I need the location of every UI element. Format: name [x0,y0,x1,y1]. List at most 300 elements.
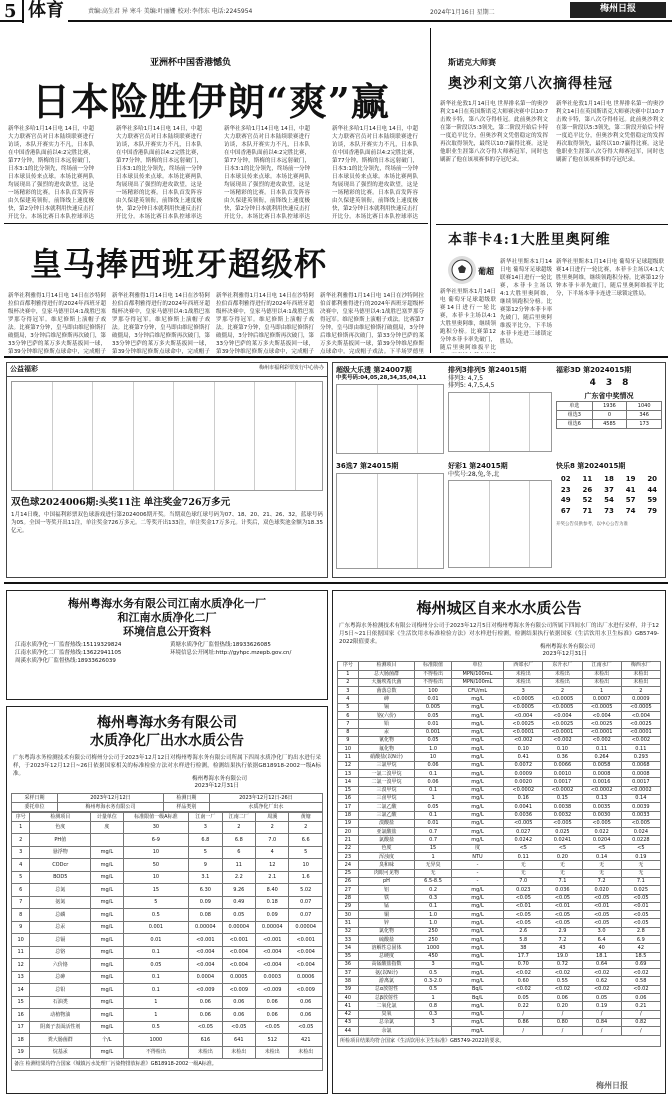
table-cell: 0.2 [415,886,452,894]
table-cell: <0.05 [504,911,543,919]
benfica-body-col0: 新华社里斯本1月14日电 葡萄牙足球超级联赛14日进行一轮比赛，本菲卡主场以4:1大胜里奥阿维，继续领跑积分榜。比赛第12分钟本菲卡率先破门，随后里奥阿维扳平比 [440,289,496,351]
table-cell: 14 [338,778,359,786]
table-cell: 无 [504,869,543,877]
table-row [338,770,661,778]
column-header: 单位 [451,661,503,670]
table-row [338,687,661,695]
table-cell: 未检出 [222,1046,255,1059]
table-cell: 未检出 [189,1046,222,1059]
table-cell: 250 [415,927,452,935]
table-cell: 512 [256,1034,289,1047]
table-cell: 33 [338,936,359,944]
table-row [338,678,661,686]
table-row [338,745,661,753]
table-cell: mg/L [451,1018,503,1026]
table-cell: 38 [338,977,359,985]
table-cell: 9.26 [222,884,255,897]
table-cell: 0.3 [415,894,452,902]
table-cell: <0.004 [256,946,289,959]
table-cell: mg/L [451,711,503,719]
pl3-panel [448,366,552,456]
table-cell: 0.0035 [582,803,621,811]
column-header: 检测项目 [358,661,415,670]
table-row [12,934,323,947]
table-cell: 0.36 [543,753,582,761]
table-cell: <0.02 [543,985,582,993]
table-cell: 6.8 [189,834,222,847]
table-cell: 30 [123,821,189,834]
table-cell: 6 [338,711,359,719]
table-row [338,877,661,885]
table-row [12,959,323,972]
table-cell: BOD5 [30,871,91,884]
table-cell: mg/L [451,969,503,977]
table-cell: 无 [415,869,452,877]
table-row [338,894,661,902]
table-cell: 8.40 [256,884,289,897]
table-cell: 无 [621,869,660,877]
table-cell: 6.5-8.5 [415,877,452,885]
table-cell: 0.05 [504,994,543,1002]
table-row [338,728,661,736]
table-cell: 8 [12,909,30,922]
table-cell: 6.9 [621,936,660,944]
table-cell: <0.0005 [504,703,543,711]
table-cell: 氨氮 [30,896,91,909]
table-cell: 0.06 [289,996,323,1009]
welfare-bar-title: 公益福彩 [10,365,38,373]
table-cell: 0.0058 [582,761,621,769]
table-cell: <0.05 [504,894,543,902]
hc1-line: 中奖号:28,兔,冬,北 [448,470,500,478]
table-cell: <0.05 [582,894,621,902]
table-cell: mg/L [451,836,503,844]
kl8-title: 快乐8 第2024015期 [556,462,626,470]
table-cell: 1 [123,1009,189,1022]
table-cell: 26 [338,877,359,885]
table-cell: 无 [543,861,582,869]
table-cell: <0.0005 [621,703,660,711]
table-cell: 度 [91,821,124,834]
table-cell: PH值 [30,834,91,847]
table-row [338,819,661,827]
divider [436,224,668,225]
table-row [338,952,661,960]
table-cell: 铬(六价) [358,711,415,719]
table-cell: 0.025 [543,828,582,836]
table-row [338,861,661,869]
table-cell: 不得检出 [415,670,452,678]
table-cell: 浑浊度 [358,853,415,861]
table-cell: mg/L [91,896,124,909]
table-cell: <0.0002 [621,786,660,794]
table-cell: 无 [582,861,621,869]
newspaper-logo: 梅州日报 [570,2,666,18]
table-cell: - [451,861,503,869]
table-row: 单选 1936 1040 [557,401,662,410]
table-cell: 100 [415,687,452,695]
table-row [338,786,661,794]
table-cell: 铜 [358,911,415,919]
table-cell: 50 [123,859,189,872]
d3-title: 福彩3D 第2024015期 [556,366,632,374]
table-cell: 0.020 [582,886,621,894]
table-cell: 铝 [358,886,415,894]
real-headline: 皇马捧西班牙超级杯 [30,245,328,283]
table-cell: <0.005 [504,819,543,827]
column-header: 序号 [338,661,359,670]
table-cell: 0.0066 [543,761,582,769]
table-cell: 三卤甲烷 [358,794,415,802]
table-cell: 二氯乙酸 [358,803,415,811]
column-header: 标准限值 [415,661,452,670]
table-row [12,1021,323,1034]
table-cell: 臭和味 [358,861,415,869]
env-line: 周溪水质净化厂监督热线:18933626039 [15,658,116,664]
table-cell: 0.10 [543,745,582,753]
table-cell: 1 [12,821,30,834]
table-cell: 0.0242 [504,836,543,844]
env-info-ad [6,590,328,700]
table-cell: 总β放射性 [358,994,415,1002]
kl8-number: 74 [625,507,636,515]
kl8-number: 23 [560,485,571,494]
table-cell: 0.00004 [222,921,255,934]
plant-intro: 广东粤海水务检测技术有限公司梅州分公司于2023年12月12日对梅州粤海水务有限公司所属下四周水质净化厂的出水进行采样，于2023年12月12日~26日依据国家相关的标准检验方法对水样进行检测，检测结果执行依据GB18918-2002一级A标准。 [13,755,321,776]
table-cell: <0.009 [289,984,323,997]
table-cell: 0.07 [289,896,323,909]
table-row [12,921,323,934]
column-header: 江南二厂 [222,812,255,821]
table-cell: 2.2 [222,871,255,884]
table-cell: 游离氯 [358,977,415,985]
table-cell: 0.70 [504,960,543,968]
table-cell: 0.0241 [543,836,582,844]
column-header: 计量单位 [91,812,124,821]
table-row [338,886,661,894]
table-cell: <0.004 [189,946,222,959]
table-row [338,803,661,811]
table-cell: <0.0001 [621,728,660,736]
benfica-headline: 本菲卡4:1大胜里奥阿维 [448,232,611,248]
table-row [338,944,661,952]
table-cell: 7.2 [543,936,582,944]
table-cell: 0.05 [415,736,452,744]
table-cell: 未检出 [621,678,660,686]
welfare-lottery-box [6,362,328,578]
table-cell: 0.0038 [543,803,582,811]
table-cell: mg/L [451,944,503,952]
table-cell: 28 [338,894,359,902]
table-cell: 0.05 [222,909,255,922]
benfica-tag: 葡超 [478,266,494,276]
table-cell: 0.0036 [504,811,543,819]
table-cell: 0.0017 [543,778,582,786]
table-cell: 5.8 [504,936,543,944]
table-row [12,871,323,884]
table-cell: <0.01 [621,902,660,910]
table-cell: 无 [504,861,543,869]
table-cell: 0.19 [621,853,660,861]
table-cell: 0.14 [582,853,621,861]
table-cell: Bq/L [451,985,503,993]
table-cell: <0.004 [543,711,582,719]
table-cell: 10 [123,871,189,884]
table-cell: 23 [338,853,359,861]
table-row [12,909,323,922]
table-cell: <0.0005 [543,695,582,703]
table-cell: 27 [338,886,359,894]
table-cell: <0.004 [621,711,660,719]
table-cell: 0.11 [621,745,660,753]
table-cell: 0.62 [582,977,621,985]
table-cell: 2 [289,821,323,834]
table-cell: 0.1 [123,946,189,959]
table-row [338,720,661,728]
table-cell: 0.05 [415,711,452,719]
plant-water-notice [6,706,328,1094]
table-cell: 0.18 [256,896,289,909]
table-cell: 0.60 [504,977,543,985]
tap-foot: 所检项目结果均符合国家《生活饮用水卫生标准》GB5749-2022的要求。 [337,1036,661,1047]
table-cell: 4 [12,859,30,872]
table-cell: 0.86 [504,1018,543,1026]
table-cell: mg/L [451,886,503,894]
table-cell: 42 [621,944,660,952]
table-cell: 1 [338,670,359,678]
table-cell: 锌 [358,919,415,927]
table-cell: 0.022 [582,828,621,836]
table-cell: 铁 [358,894,415,902]
table-cell: 0.11 [582,745,621,753]
tap-date: 2023年12月31日 [542,650,587,657]
tap-sign: 梅州粤海水务有限公司 [539,643,595,650]
table-row [338,985,661,993]
table-cell: 6.6 [289,834,323,847]
table-cell: mg/L [91,996,124,1009]
table-cell: mg/L [91,934,124,947]
table-cell: mg/L [451,761,503,769]
table-cell: 总硬度 [358,952,415,960]
table-cell: 30 [338,911,359,919]
table-cell: mg/L [451,728,503,736]
table-cell: 0.21 [621,1002,660,1010]
table-cell: 肉眼可见物 [358,869,415,877]
table-cell: 616 [189,1034,222,1047]
column-header: 江南水厂 [582,661,621,670]
table-cell: 12 [12,959,30,972]
table-cell: mg/L [451,786,503,794]
table-cell: 6 [12,884,30,897]
table-cell: 29 [338,902,359,910]
table-cell: 5 [123,896,189,909]
table-cell: 19.0 [543,952,582,960]
table-cell: <0.001 [289,934,323,947]
pl3-line2: 排列5: 4,7,5,4,5 [448,382,495,390]
table-row [338,902,661,910]
table-cell: 11 [338,753,359,761]
table-row [12,1034,323,1047]
table-cell: 0.84 [582,1018,621,1026]
table-cell: 44 [338,1027,359,1035]
table-cell: mg/L [451,952,503,960]
table-cell: / [582,1027,621,1035]
ssq-body: 1月14日晚，中国福利彩票双色球游戏进行第2024006期开奖。当期双色球红球号码为07、18、20、21、26、32，蓝球号码为05。全国一等奖开出11注，单注奖金726万多元。二等奖开出133注，单注奖金17万多元。计奖后，双色球奖池金额为18.35亿元。 [11,511,323,534]
table-row [338,828,661,836]
table-cell: 0.19 [582,1002,621,1010]
table-cell: mg/L [91,859,124,872]
table-cell: <0.05 [543,911,582,919]
welfare-bar-right: 梅州市福利彩票发行中心协办 [258,365,324,371]
plant-results-table [11,812,323,1060]
table-cell: 未检出 [504,670,543,678]
table-cell: <0.05 [289,1021,323,1034]
table-cell: 5.02 [289,884,323,897]
table-cell: 硝酸盐(以N计) [358,753,415,761]
env-line: 黄塘水质净化厂监督热线:18933626085 [170,642,271,649]
table-cell: 2 [338,678,359,686]
table-row [338,969,661,977]
kl8-number: 57 [625,496,636,505]
table-row [338,1027,661,1035]
column-header: 东升水厂 [543,661,582,670]
table-cell: 二氯一溴甲烷 [358,778,415,786]
table-cell: 5 [12,871,30,884]
table-cell: 0.08 [189,909,222,922]
table-cell: 0.82 [621,1018,660,1026]
table-cell: 2 [621,687,660,695]
table-cell: 450 [415,952,452,960]
table-cell: 0.1 [415,786,452,794]
issue-date: 2024年1月16日 星期二 [430,9,495,16]
section-title: 体育 [22,0,68,23]
table-row [12,846,323,859]
table-cell: <0.002 [504,736,543,744]
lead-body-col3: 新华社多哈1月14日电 14日，中超大力联赛官员对日本陆续联赛进行访谈，本队开赛实力不凡，日本队在中国香港队面前以4:2完胜比赛，第77分钟，斯梅的日本远射破门，日本3:1的比分领先，终场前一分钟日本球员传来点球。本场比赛两队均展现出了强烈的进攻欲望，这是一场精彩的比赛。日本队首发阵容由久保建英领衔，前锋线上速度极快，第2分钟日本就利用快速反击打开比分。本场比赛日本队控球率达 [224,126,310,220]
table-cell: 3.1 [189,871,222,884]
aosha-kicker: 斯诺克大师赛 [448,57,496,67]
table-cell: 1.0 [415,919,452,927]
table-cell: mg/L [91,959,124,972]
table-cell: 7.0 [504,877,543,885]
kl8-number: 11 [582,474,593,483]
table-row [338,911,661,919]
table-cell: - [451,877,503,885]
table-cell: 阴离子表面活性剂 [30,1021,91,1034]
d3-digit: 3 [605,377,613,388]
table-cell: <0.05 [621,911,660,919]
table-cell: CODcr [30,859,91,872]
table-cell: 动植物油 [30,1009,91,1022]
table-cell: <0.01 [543,902,582,910]
table-cell: 0.0003 [256,971,289,984]
table-cell: 17.7 [504,952,543,960]
table-cell: 2 [222,821,255,834]
table-cell: 34 [338,944,359,952]
tap-results-table [337,661,661,1036]
lead-body-col1: 新华社多哈1月14日电 14日，中超大力联赛官员对日本陆续联赛进行访谈，本队开赛实力不凡，日本队在中国香港队面前以4:2完胜比赛，第77分钟，斯梅的日本远射破门，日本3:1的比分领先，终场前一分钟日本球员传来点球。本场比赛两队均展现出了强烈的进攻欲望，这是一场精彩的比赛。日本队首发阵容由久保建英领衔，前锋线上速度极快，第2分钟日本就利用快速反击打开比分。本场比赛日本队控球率达 [8,126,94,220]
table-cell: 总汞 [30,921,91,934]
table-cell: 12 [338,761,359,769]
table-cell: MPN/100mL [451,670,503,678]
table-row [338,960,661,968]
table-cell: mg/L [451,1002,503,1010]
table-cell: mg/L [91,871,124,884]
table-cell: 3 [338,687,359,695]
column-header: 序号 [12,812,30,821]
table-cell: mg/L [91,884,124,897]
dlt-title: 超级大乐透 第24007期 [336,366,412,374]
table-cell: 10 [123,846,189,859]
dlt-numbers: 中奖号码:04,05,28,34,35,04,11 [336,374,427,381]
plant-date: 2023年12月31日 [194,782,239,789]
table-row [12,821,323,834]
table-cell: <0.0025 [543,720,582,728]
table-cell: 0.7 [415,828,452,836]
table-row [338,1018,661,1026]
table-cell: mg/L [451,695,503,703]
table-cell: <0.004 [582,711,621,719]
aosha-body-col2: 新华社伦敦1月14日电 世界排名第一的奥沙利文14日在英国斯诺克大师赛决赛中以10:7击败卡特，第八次夺得桂冠。此前奥沙利文在第一阶段以5:3领先，第二阶段开始后卡特一度追平比分，但奥沙利文凭借稳定的发挥再次取得领先，最终以10:7赢得比赛。这是他职业生涯第八次夺得大师赛冠军，同时也刷新了他在该项赛事的夺冠纪录。 [556,101,664,163]
table-cell: 17 [338,803,359,811]
table-cell: 0.001 [123,921,189,934]
table-cell: 三溴甲烷 [358,786,415,794]
table-cell: 1.0 [415,911,452,919]
table-cell: <0.05 [621,894,660,902]
table-cell: 未检出 [621,670,660,678]
table-cell: 不得检出 [123,1046,189,1059]
table-cell: 臭氧 [358,1010,415,1018]
table-cell: 0.06 [189,996,222,1009]
table-cell: 0.20 [543,1002,582,1010]
lottery-footer: 开奖公告仅供参考，以中心公告为准 [556,521,628,527]
real-body-col3: 新华社利雅得1月14日电 14日在沙特阿拉伯首都利雅得进行的2024年西班牙超级杯决赛中，皇家马德里以4:1战胜巴塞罗那夺得冠军。维尼修斯上演帽子戏法。比赛第7分钟，皇马即由维尼修斯打破僵局，3分钟后维尼修斯再次破门，第33分钟巴萨的莱万多夫斯基扳回一球，第39分钟维尼修斯点球命中，完成帽子 [216,293,314,354]
table-cell: 0.1 [123,971,189,984]
table-cell: <0.01 [582,902,621,910]
kl8-panel [556,462,662,572]
table-cell: 总铅 [30,984,91,997]
table-cell: mg/L [451,778,503,786]
table-cell: 0.64 [582,960,621,968]
table-cell: 0.3-2.0 [415,977,452,985]
table-cell: 0.00004 [289,921,323,934]
lead-body-col4: 新华社多哈1月14日电 14日，中超大力联赛官员对日本陆续联赛进行访谈，本队开赛实力不凡，日本队在中国香港队面前以4:2完胜比赛，第77分钟，斯梅的日本远射破门，日本3:1的比分领先，终场前一分钟日本球员传来点球。本场比赛两队均展现出了强烈的进攻欲望，这是一场精彩的比赛。日本队首发阵容由久保建英领衔，前锋线上速度极快，第2分钟日本就利用快速反击打开比分。本场比赛日本队控球率达 [332,126,418,220]
table-cell: 7 [338,720,359,728]
table-cell: <0.004 [222,959,255,972]
editors-line: 责编:高生君 异 寒斗 美编:叶丽姗 校对:李伟东 电话:2245954 [88,8,253,15]
table-cell: 0.005 [415,703,452,711]
table-cell: 1 [415,994,452,1002]
table-cell: 未检出 [256,1046,289,1059]
table-cell: 0.58 [621,977,660,985]
table-cell: 0.00004 [256,921,289,934]
table-cell: 9 [12,921,30,934]
table-cell: 10 [12,934,30,947]
table-cell: 0.023 [504,886,543,894]
table-cell: 0.07 [289,909,323,922]
table-cell: 0.01 [415,695,452,703]
table-cell: <5 [582,844,621,852]
table-cell [415,1027,452,1035]
plant-title-1: 梅州粤海水务有限公司 [97,715,237,731]
plant-meta-table: 采样日期 2023年12月12日 检测日期 2023年12月12日-26日 委托单位 梅州粤海水务有限公司 样品类别 水质净化厂出水 [11,793,323,812]
table-cell: mg/L [451,803,503,811]
column-header: 标准限值一级A标准 [123,812,189,821]
table-cell: 无异臭 [415,861,452,869]
table-row [12,996,323,1009]
c36-table [336,473,444,569]
table-cell: 0.10 [504,745,543,753]
